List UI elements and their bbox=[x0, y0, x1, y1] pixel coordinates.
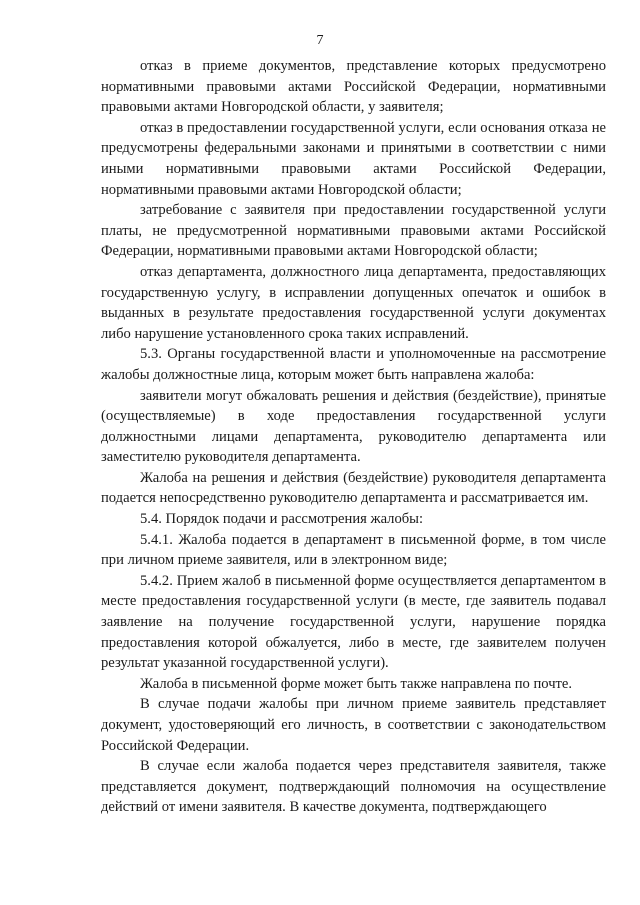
paragraph-personal-reception: В случае подачи жалобы при личном приеме заявитель представляет документ, удостоверяющий его личность, в соответствии с законодательством Российской Федерации. bbox=[101, 696, 606, 754]
paragraph-section-5-4: 5.4. Порядок подачи и рассмотрения жалобы: bbox=[140, 511, 424, 528]
paragraph-refusal-service: отказ в предоставлении государственной услуги, если основания отказа не предусмотрены федеральными законами и принятыми в соответствии с ними иными нормативными правовыми актами Российской Федерации, нормативными правовыми актами Новгородской области; bbox=[101, 119, 606, 198]
paragraph-payment-demand: затребование с заявителя при предоставлении государственной услуги платы, не предусмотренной нормативными правовыми актами Российской Федерации, нормативными правовыми актами Новгородской области; bbox=[101, 202, 606, 260]
paragraph-section-5-4-2: 5.4.2. Прием жалоб в письменной форме осуществляется департаментом в месте предоставления государственной услуги (в месте, где заявитель подавал заявление на получение государственной услуги, нарушение порядка предоставления которой обжалуется, либо в месте, где заявителем получен результат указанной государственной услуги). bbox=[101, 572, 606, 672]
paragraph-appeal-rights: заявители могут обжаловать решения и действия (бездействие), принятые (осуществляемые) в ходе предоставления государственной услуги должностными лицами департамента, руководителю департамента или заместителю руководителя департамента. bbox=[101, 387, 606, 466]
paragraph-section-5-4-1: 5.4.1. Жалоба подается в департамент в письменной форме, в том числе при личном приеме заявителя, или в электронном виде; bbox=[101, 531, 606, 569]
paragraph-head-complaint: Жалоба на решения и действия (бездействие) руководителя департамента подается непосредственно руководителю департамента и рассматривается им. bbox=[101, 469, 606, 507]
paragraph-representative: В случае если жалоба подается через представителя заявителя, также представляется документ, подтверждающий полномочия на осуществление действий от имени заявителя. В качестве документа, подтверждающего bbox=[101, 758, 606, 816]
paragraph-refusal-acceptance: отказ в приеме документов, представление которых предусмотрено нормативными правовыми актами Российской Федерации, нормативными правовыми актами Новгородской области, у заявителя; bbox=[101, 58, 606, 116]
paragraph-mail-complaint: Жалоба в письменной форме может быть также направлена по почте. bbox=[140, 675, 573, 692]
paragraph-section-5-3: 5.3. Органы государственной власти и уполномоченные на рассмотрение жалобы должностные лица, которым может быть направлена жалоба: bbox=[101, 346, 606, 383]
paragraph-refusal-corrections: отказ департамента, должностного лица департамента, предоставляющих государственную услугу, в исправлении допущенных опечаток и ошибок в выданных в результате предоставления государственной услуги документах либо нарушение установленного срока таких исправлений. bbox=[101, 263, 606, 342]
page-number: 7 bbox=[316, 33, 324, 48]
document-body bbox=[101, 56, 606, 818]
